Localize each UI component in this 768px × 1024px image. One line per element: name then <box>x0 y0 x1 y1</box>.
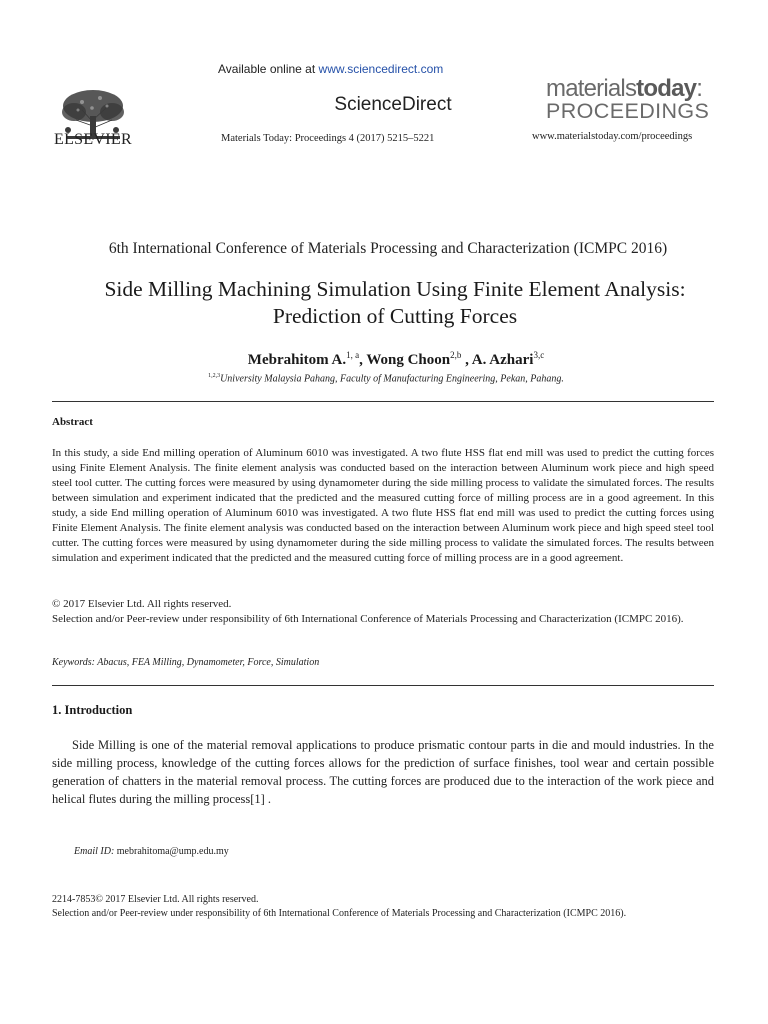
footer-selection-note: Selection and/or Peer-review under responsibility of 6th International Conference of Materials Processing and Characterization (ICMPC 2016). <box>52 908 627 919</box>
author-1: Mebrahitom A. <box>247 352 347 368</box>
footer-issn: 2214-7853© 2017 Elsevier Ltd. All rights reserved. <box>52 894 259 905</box>
email-footnote <box>74 846 229 857</box>
sciencedirect-link[interactable]: www.sciencedirect.com <box>318 62 444 76</box>
author-3: , A. Azhari <box>461 352 534 368</box>
mt-logo-colon: : <box>696 75 703 102</box>
author-3-sup: 3,c <box>533 350 545 360</box>
divider-top <box>52 401 714 402</box>
section-heading-introduction: 1. Introduction <box>52 703 133 717</box>
abstract-selection-note: Selection and/or Peer-review under responsibility of 6th International Conference of Materials Processing and Characterization (ICMPC 2016). <box>52 613 684 625</box>
conference-name: 6th International Conference of Materials Processing and Characterization (ICMPC 2016) <box>108 240 668 257</box>
abstract-heading: Abstract <box>52 416 93 428</box>
affiliation-text: University Malaysia Pahang, Faculty of Manufacturing Engineering, Pekan, Pahang. <box>220 373 564 385</box>
email-label: Email ID: <box>74 846 115 857</box>
abstract-text: In this study, a side End milling operation of Aluminum 6010 was investigated. A two flute HSS flat end mill was used to predict the cutting forces using Finite Element Analysis. The finite element analysis was conducted based on the interaction between Aluminum work piece and high speed steel tool cutter. The cutting forces were measured by using dynamometer during the side milling process to validate the simulated forces. The results between simulation and experiment indicated that the predicted and the measured cutting force of milling process are in a good agreement. In this study, a side End milling operation of Aluminum 6010 was investigated. A two flute HSS flat end mill was used to predict the cutting forces using Finite Element Analysis. The finite element analysis was conducted based on the interaction between Aluminum work piece and high speed steel tool cutter. The cutting forces were measured by using dynamometer during the side milling process to validate the simulated forces. The results between simulation and experiment indicated that the predicted and the measured cutting force of milling process are in a good agreement. <box>52 447 714 564</box>
affiliation-sup: 1,2,3 <box>208 373 221 379</box>
author-list <box>0 350 768 369</box>
paper-title-line1: Side Milling Machining Simulation Using Finite Element Analysis: <box>104 277 686 301</box>
email-address[interactable]: mebrahitoma@ump.edu.my <box>114 846 229 857</box>
mt-logo-proceedings: PROCEEDINGS <box>546 99 710 123</box>
available-online-line <box>218 62 443 76</box>
elsevier-wordmark: ELSEVIER <box>54 131 132 148</box>
author-1-sup: 1, a <box>346 350 360 360</box>
mt-logo-today: today <box>636 75 697 102</box>
mt-logo-materials: materials <box>546 75 637 102</box>
abstract-copyright: © 2017 Elsevier Ltd. All rights reserved. <box>52 598 232 610</box>
introduction-text: Side Milling is one of the material removal applications to produce prismatic contour parts in die and mould industries. In the side milling process, knowledge of the cutting forces allows for the prediction of surface finishes, tool wear and certain possible generation of chatters in the material removal process. The cutting forces are produced due to the interaction of the work piece and helical flutes during the milling process[1] . <box>52 738 714 806</box>
materials-today-logo <box>546 75 716 123</box>
author-2-sup: 2,b <box>450 350 462 360</box>
journal-reference: Materials Today: Proceedings 4 (2017) 5215–5221 <box>221 133 435 144</box>
divider-bottom <box>52 685 714 686</box>
keywords: Keywords: Abacus, FEA Milling, Dynamometer, Force, Simulation <box>52 657 320 668</box>
available-prefix: Available online at <box>218 62 319 76</box>
sciencedirect-title: ScienceDirect <box>334 94 452 115</box>
affiliation <box>0 373 768 384</box>
author-2: , Wong Choon <box>359 352 451 368</box>
paper-title-line2: Prediction of Cutting Forces <box>272 304 518 328</box>
paper-title <box>40 276 750 330</box>
materials-today-website[interactable]: www.materialstoday.com/proceedings <box>532 131 693 142</box>
